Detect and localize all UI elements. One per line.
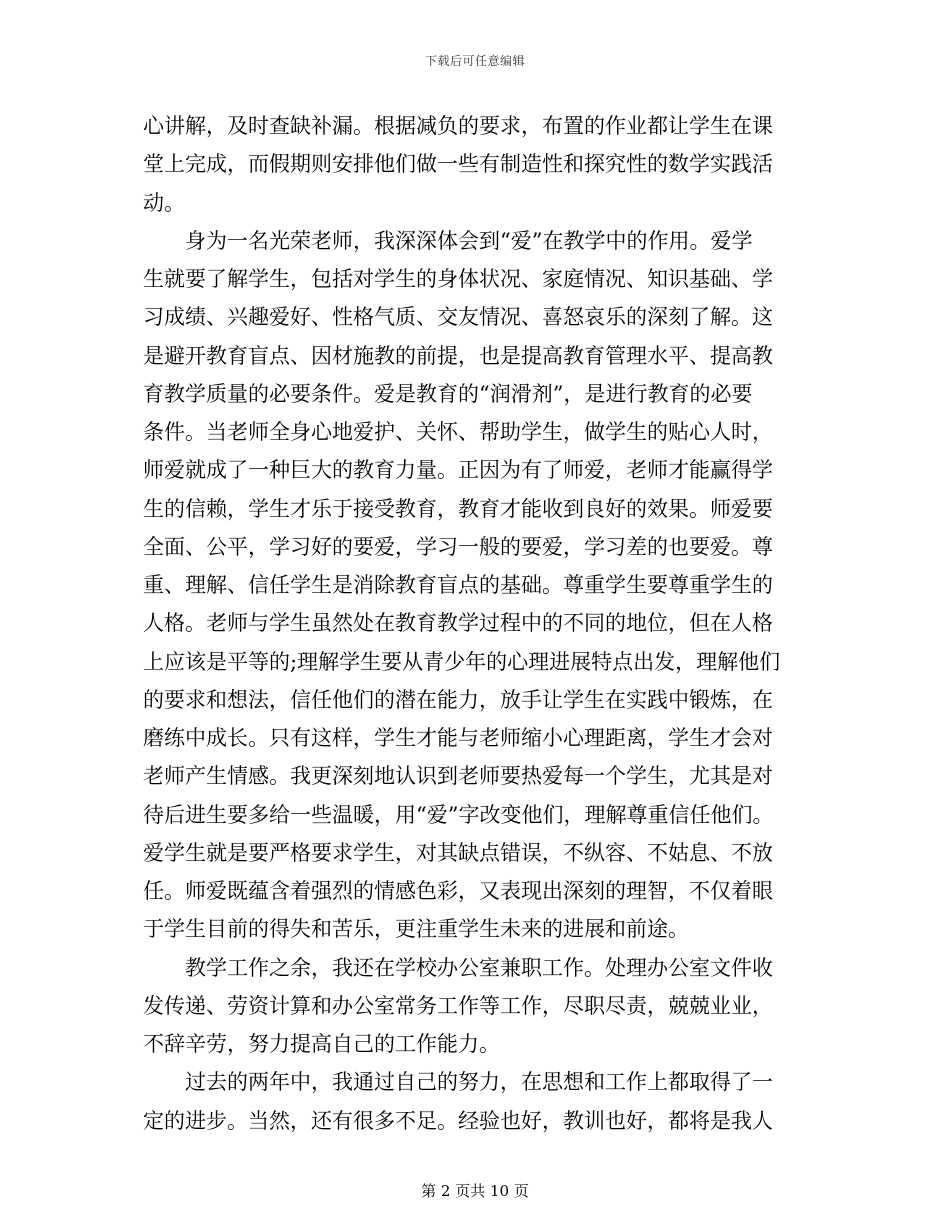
text-line: 于学生目前的得失和苦乐，更注重学生未来的进展和前途。 [143, 917, 689, 942]
text-line: 爱学生就是要严格要求学生，对其缺点错误，不纵容、不姑息、不放 [143, 840, 773, 865]
text-line: 身为一名光荣老师，我深深体会到“爱”在教学中的作用。爱学 [143, 228, 753, 253]
text-line: 心讲解，及时查缺补漏。根据减负的要求，布置的作业都让学生在课 [143, 114, 773, 138]
text-line: 过去的两年中，我通过自己的努力，在思想和工作上都取得了一 [143, 1070, 773, 1095]
text-line: 发传递、劳资计算和办公室常务工作等工作，尽职尽责，兢兢业业， [143, 993, 773, 1018]
text-line: 生的信赖，学生才乐于接受教育，教育才能收到良好的效果。师爱要 [143, 496, 773, 521]
text-line: 人格。老师与学生虽然处在教育教学过程中的不同的地位，但在人格 [143, 611, 773, 636]
text-line: 老师产生情感。我更深刻地认识到老师要热爱每一个学生，尤其是对 [143, 764, 773, 789]
text-line: 堂上完成，而假期则安排他们做一些有制造性和探究性的数学实践活 [143, 152, 773, 177]
text-line: 任。师爱既蕴含着强烈的情感色彩，又表现出深刻的理智，不仅着眼 [143, 879, 773, 903]
text-line: 上应该是平等的;理解学生要从青少年的心理进展特点出发，理解他们 [143, 649, 781, 674]
text-line: 习成绩、兴趣爱好、性格气质、交友情况、喜怒哀乐的深刻了解。这 [143, 305, 773, 330]
text-line: 教学工作之余，我还在学校办公室兼职工作。处理办公室文件收 [143, 955, 773, 980]
text-line: 育教学质量的必要条件。爱是教育的“润滑剂”，是进行教育的必要 [143, 381, 753, 406]
text-line: 全面、公平，学习好的要爱，学习一般的要爱，学习差的也要爱。尊 [143, 534, 773, 559]
text-line: 待后进生要多给一些温暖，用“爱”字改变他们，理解尊重信任他们。 [143, 802, 774, 827]
text-line: 是避开教育盲点、因材施教的前提，也是提高教育管理水平、提高教 [143, 343, 773, 368]
text-line: 磨练中成长。只有这样，学生才能与老师缩小心理距离，学生才会对 [143, 726, 773, 750]
text-line: 不辞辛劳，努力提高自己的工作能力。 [143, 1032, 500, 1056]
text-line: 师爱就成了一种巨大的教育力量。正因为有了师爱，老师才能赢得学 [143, 458, 773, 483]
text-line: 的要求和想法，信任他们的潜在能力，放手让学生在实践中锻炼，在 [143, 687, 773, 712]
text-line: 动。 [143, 190, 185, 215]
text-line: 重、理解、信任学生是消除教育盲点的基础。尊重学生要尊重学生的 [143, 573, 773, 597]
text-line: 条件。当老师全身心地爱护、关怀、帮助学生，做学生的贴心人时， [143, 420, 773, 444]
page-footer: 第 2 页共 10 页 [421, 1182, 529, 1200]
text-line: 定的进步。当然，还有很多不足。经验也好，教训也好，都将是我人 [143, 1108, 773, 1133]
text-line: 生就要了解学生，包括对学生的身体状况、家庭情况、知识基础、学 [143, 267, 773, 291]
page-header: 下载后可任意编辑 [424, 54, 525, 68]
document-body [143, 107, 800, 1140]
